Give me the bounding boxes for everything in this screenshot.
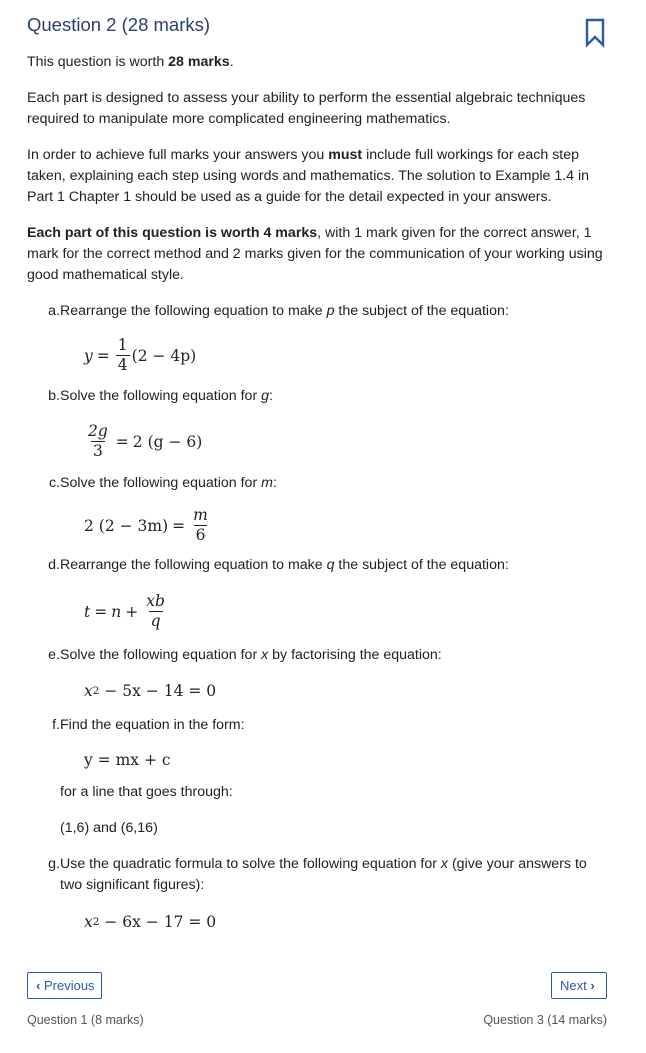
part-text: Rearrange the following equation to make p the subject of the equation: xyxy=(60,303,509,319)
previous-question-label: Question 1 (8 marks) xyxy=(27,1013,144,1027)
previous-label: Previous xyxy=(43,978,95,993)
part-marker: a. xyxy=(48,303,60,319)
part-text: Rearrange the following equation to make q the subject of the equation: xyxy=(60,557,509,573)
equation-d: t = n + $\frac{xb}{q}$ xyxy=(84,592,165,630)
bookmark-icon[interactable] xyxy=(584,18,606,48)
equation-c: 2 (2 − 3m) = $\frac{m}{6}$ xyxy=(84,506,208,544)
equation-f: y = mx + c xyxy=(84,751,171,769)
part-marker: g. xyxy=(48,856,60,872)
part-text: Solve the following equation for g: xyxy=(60,388,273,404)
chevron-left-icon: ‹ xyxy=(36,978,41,993)
part-text: Solve the following equation for x by factorising the equation: xyxy=(60,647,442,663)
part-marker: c. xyxy=(48,475,60,491)
marks-statement: This question is worth 28 marks. xyxy=(27,54,234,70)
equation-e: x 2 − 5x − 14 = 0 xyxy=(84,682,217,700)
chevron-right-icon: › xyxy=(590,978,595,993)
part-marker: b. xyxy=(48,388,60,404)
instructions-paragraph: In order to achieve full marks your answers you must include full workings for each step taken, explaining each step using words and mathematics. The solution to Example 1.4 in Part 1 Chapter 1 should be used as a guide for the detail expected in your answers. xyxy=(27,147,590,205)
next-button[interactable] xyxy=(551,972,607,999)
equation-a: y = $\frac{1}{4}$ (2 − 4p) xyxy=(84,336,197,374)
part-text: Find the equation in the form: xyxy=(60,717,245,733)
part-marker: f. xyxy=(52,717,60,733)
equation-g: x 2 − 6x − 17 = 0 xyxy=(84,913,217,931)
page-title: Question 2 (28 marks) xyxy=(27,14,211,35)
part-text: Solve the following equation for m: xyxy=(60,475,277,491)
next-question-label: Question 3 (14 marks) xyxy=(483,1013,607,1027)
marking-paragraph: Each part of this question is worth 4 marks, with 1 mark given for the correct answer, 1 mark for the correct method and 2 marks given for the communication of your working using good mathematical style. xyxy=(27,225,603,283)
intro-paragraph: Each part is designed to assess your ability to perform the essential algebraic techniques required to manipulate more complicated engineering mathematics. xyxy=(27,90,586,127)
next-label: Next xyxy=(560,978,587,993)
previous-button[interactable] xyxy=(27,972,102,999)
part-text: Use the quadratic formula to solve the following equation for x (give your answers to two significant figures): xyxy=(60,856,587,893)
part-marker: d. xyxy=(48,557,60,573)
equation-b: $\frac{2g}{3}$ = 2 (g − 6) xyxy=(88,422,203,460)
part-marker: e. xyxy=(48,647,60,663)
